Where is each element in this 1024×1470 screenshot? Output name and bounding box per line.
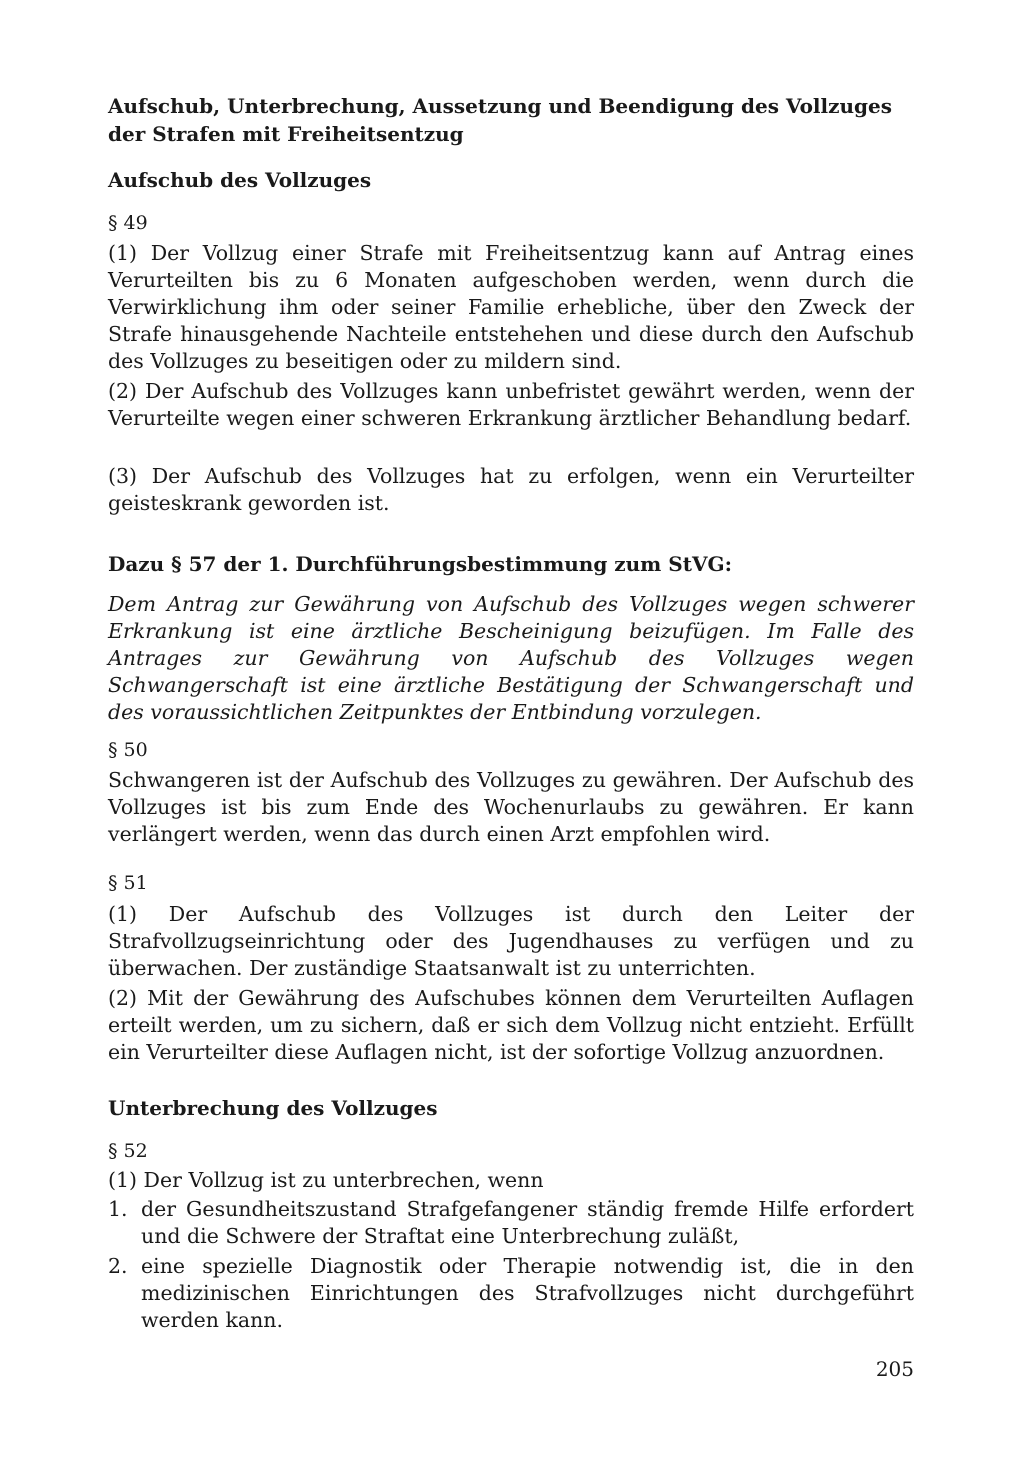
section-heading-aufschub: Aufschub des Vollzuges: [108, 168, 372, 192]
dazu-heading: Dazu § 57 der 1. Durchführungsbestimmung zum StVG:: [108, 552, 732, 576]
dazu-text: Dem Antrag zur Gewährung von Aufschub des Vollzuges wegen schwerer Erkrankung ist eine ärztliche Bescheinigung beizufügen. Im Falle des Antrages zur Gewährung von Aufschub des Vollzuges wegen Schwangerschaft ist eine ärztliche Bestätigung der Schwangerschaft und des voraussichtlichen Zeitpunktes der Entbindung vorzulegen.: [108, 592, 914, 724]
list-item-text: der Gesundheitszustand Strafgefangener ständig fremde Hilfe erfordert und die Schwere der Straftat eine Unterbrechung zuläßt,: [141, 1197, 914, 1248]
list-item-number: 1.: [108, 1197, 128, 1221]
paragraph-sign-52: § 52: [108, 1140, 148, 1162]
main-heading: Aufschub, Unterbrechung, Aussetzung und Beendigung des Vollzuges der Strafen mit Freiheitsentzug: [108, 94, 892, 146]
s49-paragraph-2: (2) Der Aufschub des Vollzuges kann unbefristet gewährt werden, wenn der Verurteilte wegen einer schweren Erkrankung ärztlicher Behandlung bedarf.: [108, 379, 914, 430]
paragraph-sign-51: § 51: [108, 872, 148, 894]
s50-paragraph: Schwangeren ist der Aufschub des Vollzuges zu gewähren. Der Aufschub des Vollzuges ist bis zum Ende des Wochenurlaubs zu gewähren. Er kann verlängert werden, wenn das durch einen Arzt empfohlen wird.: [108, 768, 914, 846]
s51-paragraph-1: (1) Der Aufschub des Vollzuges ist durch den Leiter der Strafvollzugseinrichtung oder des Jugendhauses zu verfügen und zu überwachen. Der zuständige Staatsanwalt ist zu unterrichten.: [108, 902, 914, 980]
s52-intro: (1) Der Vollzug ist zu unterbrechen, wenn: [108, 1168, 544, 1192]
s49-paragraph-3: (3) Der Aufschub des Vollzuges hat zu erfolgen, wenn ein Verurteilter geisteskrank geworden ist.: [108, 464, 914, 515]
list-item-text: eine spezielle Diagnostik oder Therapie notwendig ist, die in den medizinischen Einrichtungen des Strafvollzuges nicht durchgeführt werden kann.: [141, 1254, 914, 1332]
page-number: 205: [875, 1357, 914, 1381]
s49-paragraph-1: (1) Der Vollzug einer Strafe mit Freiheitsentzug kann auf Antrag eines Verurteilten bis zu 6 Monaten aufgeschoben werden, wenn durch die Verwirklichung ihm oder seiner Familie erhebliche, über den Zweck der Strafe hinausgehende Nachteile entstehehen und diese durch den Aufschub des Vollzuges zu beseitigen oder zu mildern sind.: [108, 241, 914, 373]
s51-paragraph-2: (2) Mit der Gewährung des Aufschubes können dem Verurteilten Auflagen erteilt werden, um zu sichern, daß er sich dem Vollzug nicht entzieht. Erfüllt ein Verurteilter diese Auflagen nicht, ist der sofortige Vollzug anzuordnen.: [108, 986, 914, 1064]
list-item-number: 2.: [108, 1254, 128, 1278]
section-heading-unterbrechung: Unterbrechung des Vollzuges: [108, 1096, 438, 1120]
paragraph-sign-49: § 49: [108, 212, 148, 234]
paragraph-sign-50: § 50: [108, 739, 148, 761]
